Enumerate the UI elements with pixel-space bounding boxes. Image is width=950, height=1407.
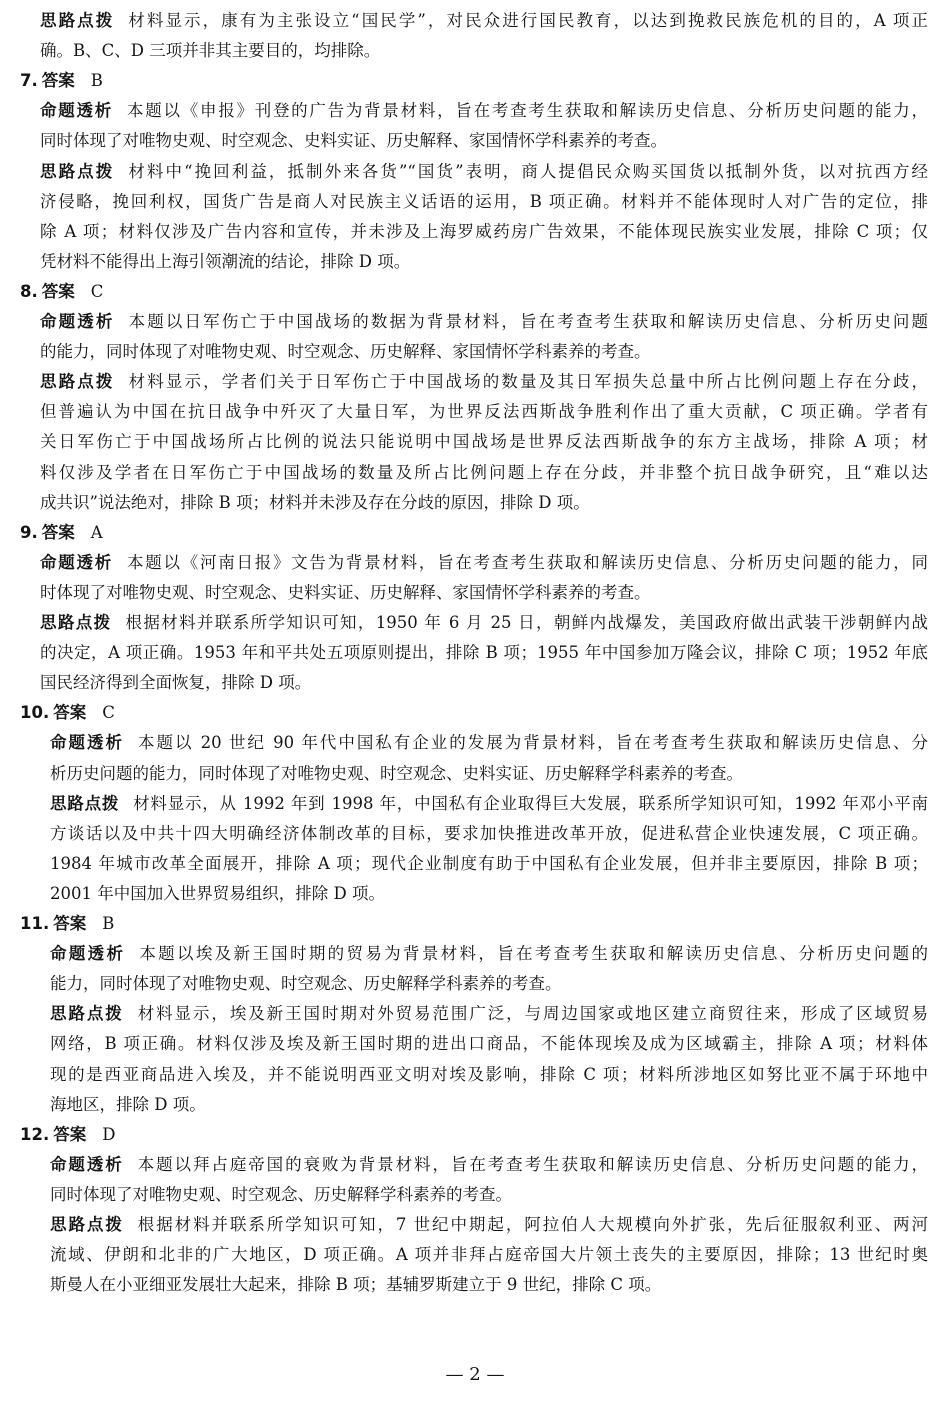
paragraph-first-line xyxy=(50,728,928,758)
paragraph-line xyxy=(50,849,928,879)
line-text: 本题以 20 世纪 90 年代中国私有企业的发展为背景材料，旨在考查考生获取和解读历史信息、分 xyxy=(137,733,928,753)
section-label: 思路点拨 xyxy=(40,161,115,181)
paragraph-line xyxy=(50,879,928,909)
paragraph-first-line xyxy=(50,999,928,1029)
line-text: 材料显示，学者们关于日军伤亡于中国战场的数量及其日军损失总量中所占比例问题上存在分歧， xyxy=(128,372,928,392)
line-text: 2001 年中国加入世界贸易组织，排除 D 项。 xyxy=(50,883,385,903)
paragraph-first-line xyxy=(40,96,928,126)
answer-label: 答案 xyxy=(41,522,75,542)
question-number: 11. xyxy=(20,914,50,933)
section-label: 思路点拨 xyxy=(50,793,120,813)
line-text: 根据材料并联系所学知识可知，7 世纪中期起，阿拉伯人大规模向外扩张，先后征服叙利亚、两河 xyxy=(137,1215,928,1234)
line-text: 本题以埃及新王国时期的贸易为背景材料，旨在考查考生获取和解读历史信息、分析历史问题的 xyxy=(139,944,928,964)
line-text: 除 A 项；材料仅涉及广告内容和宣传，并未涉及上海罗威药房广告效果，不能体现民族实业发展，排除 C 项；仅 xyxy=(40,221,928,241)
paragraph-first-line xyxy=(40,157,928,187)
line-text: 成共识”说法绝对，排除 B 项；材料并未涉及存在分歧的原因，排除 D 项。 xyxy=(40,492,590,512)
line-text: 料仅涉及学者在日军伤亡于中国战场的数量及所占比例问题上存在分歧，并非整个抗日战争研究，且“难以达 xyxy=(40,462,928,482)
question-number: 9. xyxy=(20,522,38,542)
paragraph-first-line xyxy=(40,367,928,397)
paragraph-first-line xyxy=(50,939,928,969)
line-text: 凭材料不能得出上海引领潮流的结论，排除 D 项。 xyxy=(40,251,411,271)
paragraph-line xyxy=(40,187,928,217)
line-text: 流域、伊朗和北非的广大地区，D 项正确。A 项并非拜占庭帝国大片领土丧失的主要原因，排除；13 世纪时奥 xyxy=(50,1245,928,1265)
line-text: 1984 年城市改革全面展开，排除 A 项；现代企业制度有助于中国私有企业发展，但并非主要原因，排除 B 项； xyxy=(50,853,928,873)
paragraph-line xyxy=(50,1060,928,1090)
paragraph-line xyxy=(40,578,928,608)
section-label: 命题透析 xyxy=(50,944,126,964)
paragraph-line xyxy=(50,1029,928,1059)
line-text: 的决定，A 项正确。1953 年和平共处五项原则提出，排除 B 项；1955 年中国参加万隆会议，排除 C 项；1952 年底 xyxy=(40,643,928,663)
paragraph-first-line xyxy=(40,307,928,337)
paragraph-line xyxy=(50,1090,928,1120)
answer-value: A xyxy=(90,522,103,542)
line-text: 国民经济得到全面恢复，排除 D 项。 xyxy=(40,673,312,693)
paragraph-first-line xyxy=(50,789,928,819)
answer-header xyxy=(20,277,420,307)
paragraph-line xyxy=(40,337,928,367)
section-label: 命题透析 xyxy=(40,101,113,121)
line-text: 网络，B 项正确。材料仅涉及埃及新王国时期的进出口商品，不能体现埃及成为区域霸主，排除 A 项；材料体 xyxy=(50,1034,928,1054)
paragraph-line xyxy=(40,488,928,518)
answer-value: D xyxy=(102,1124,116,1144)
line-text: 本题以拜占庭帝国的衰败为背景材料，旨在考查考生获取和解读历史信息、分析历史问题的能力， xyxy=(137,1154,928,1174)
question-number: 12. xyxy=(20,1124,50,1144)
paragraph-line xyxy=(40,397,928,427)
line-text: 析历史问题的能力，同时体现了对唯物史观、时空观念、史料实证、历史解释学科素养的考查。 xyxy=(50,763,743,783)
line-text: 同时体现了对唯物史观、时空观念、史料实证、历史解释、家国情怀学科素养的考查。 xyxy=(40,131,667,151)
answer-header xyxy=(20,66,420,96)
section-label: 命题透析 xyxy=(50,1154,124,1174)
line-text: 的能力，同时体现了对唯物史观、时空观念、历史解释、家国情怀学科素养的考查。 xyxy=(40,342,651,362)
answer-label: 答案 xyxy=(53,703,87,723)
line-text: 方谈话以及中共十四大明确经济体制改革的目标，要求加快推进改革开放，促进私营企业快速发展，C 项正确。 xyxy=(50,823,928,843)
paragraph-first-line xyxy=(40,6,928,36)
section-label: 思路点拨 xyxy=(40,372,115,392)
paragraph-line xyxy=(40,36,928,66)
line-text: 济侵略，挽回利权，国货广告是商人对民族主义话语的运用，B 项正确。材料并不能体现时人对广告的定位，排 xyxy=(40,191,928,211)
section-label: 思路点拨 xyxy=(50,1215,124,1234)
paragraph-line xyxy=(40,458,928,488)
section-label: 思路点拨 xyxy=(40,11,115,30)
paragraph-first-line xyxy=(40,548,928,578)
answer-label: 答案 xyxy=(53,1124,87,1144)
paragraph-line xyxy=(40,638,928,668)
line-text: 材料显示，康有为主张设立“国民学”，对民众进行国民教育，以达到挽救民族危机的目的，A 项正 xyxy=(128,11,928,30)
paragraph-line xyxy=(50,1180,928,1210)
question-number: 7. xyxy=(20,71,38,91)
line-text: 但普遍认为中国在抗日战争中歼灭了大量日军，为世界反法西斯战争胜利作出了重大贡献，C 项正确。学者有 xyxy=(40,402,928,422)
line-text: 本题以《申报》刊登的广告为背景材料，旨在考查考生获取和解读历史信息、分析历史问题的能力， xyxy=(126,101,928,121)
answer-value: B xyxy=(90,71,103,91)
answer-label: 答案 xyxy=(41,71,75,91)
paragraph-first-line xyxy=(40,608,928,638)
line-text: 时体现了对唯物史观、时空观念、史料实证、历史解释、家国情怀学科素养的考查。 xyxy=(40,582,651,602)
line-text: 海地区，排除 D 项。 xyxy=(50,1094,206,1114)
answer-header xyxy=(20,518,420,548)
line-text: 本题以《河南日报》文告为背景材料，旨在考查考生获取和解读历史信息、分析历史问题的能力，同 xyxy=(126,552,928,572)
paragraph-line xyxy=(50,1270,928,1300)
line-text: 本题以日军伤亡于中国战场的数据为背景材料，旨在考查考生获取和解读历史信息、分析历史问题 xyxy=(128,312,928,331)
answer-header xyxy=(20,698,420,728)
line-text: 确。B、C、D 三项并非其主要目的，均排除。 xyxy=(40,41,381,61)
question-number: 8. xyxy=(20,281,38,301)
paragraph-line xyxy=(50,969,928,999)
answer-label: 答案 xyxy=(41,281,75,301)
paragraph-line xyxy=(40,126,928,156)
line-text: 斯曼人在小亚细亚发展壮大起来，排除 B 项；基辅罗斯建立于 9 世纪，排除 C 项。 xyxy=(50,1275,662,1295)
answer-header xyxy=(20,909,420,939)
section-label: 命题透析 xyxy=(40,312,115,331)
answer-value: B xyxy=(102,914,115,933)
answer-value: C xyxy=(90,281,104,301)
line-text: 根据材料并联系所学知识可知，1950 年 6 月 25 日，朝鲜内战爆发，美国政府做出武装干涉朝鲜内战 xyxy=(125,613,928,632)
line-text: 材料中“挽回利益，抵制外来各货”“国货”表明，商人提倡民众购买国货以抵制外货，以对抗西方经 xyxy=(128,161,928,181)
paragraph-first-line xyxy=(50,1150,928,1180)
paragraph-line xyxy=(40,427,928,457)
paragraph-line xyxy=(40,217,928,247)
section-label: 思路点拨 xyxy=(50,1004,124,1024)
answer-label: 答案 xyxy=(53,914,87,933)
line-text: 关日军伤亡于中国战场所占比例的说法只能说明中国战场是世界反法西斯战争的东方主战场，排除 A 项；材 xyxy=(40,432,928,452)
page-number: — 2 — xyxy=(445,1364,505,1385)
paragraph-line xyxy=(50,819,928,849)
section-label: 命题透析 xyxy=(40,552,113,572)
line-text: 现的是西亚商品进入埃及，并不能说明西亚文明对埃及影响，排除 C 项；材料所涉地区如努比亚不属于环地中 xyxy=(50,1064,928,1084)
paragraph-line xyxy=(40,668,928,698)
paragraph-line xyxy=(50,759,928,789)
paragraph-line xyxy=(50,1240,928,1270)
line-text: 材料显示，埃及新王国时期对外贸易范围广泛，与周边国家或地区建立商贸往来，形成了区域贸易 xyxy=(137,1004,928,1024)
question-number: 10. xyxy=(20,703,50,723)
line-text: 同时体现了对唯物史观、时空观念、历史解释学科素养的考查。 xyxy=(50,1184,512,1204)
paragraph-first-line xyxy=(50,1210,928,1240)
answer-header xyxy=(20,1120,420,1150)
section-label: 思路点拨 xyxy=(40,613,112,632)
answer-value: C xyxy=(102,703,115,723)
section-label: 命题透析 xyxy=(50,733,124,753)
line-text: 能力，同时体现了对唯物史观、时空观念、历史解释学科素养的考查。 xyxy=(50,974,562,994)
paragraph-line xyxy=(40,247,928,277)
line-text: 材料显示，从 1992 年到 1998 年，中国私有企业取得巨大发展，联系所学知识可知，1992 年邓小平南 xyxy=(133,793,928,813)
